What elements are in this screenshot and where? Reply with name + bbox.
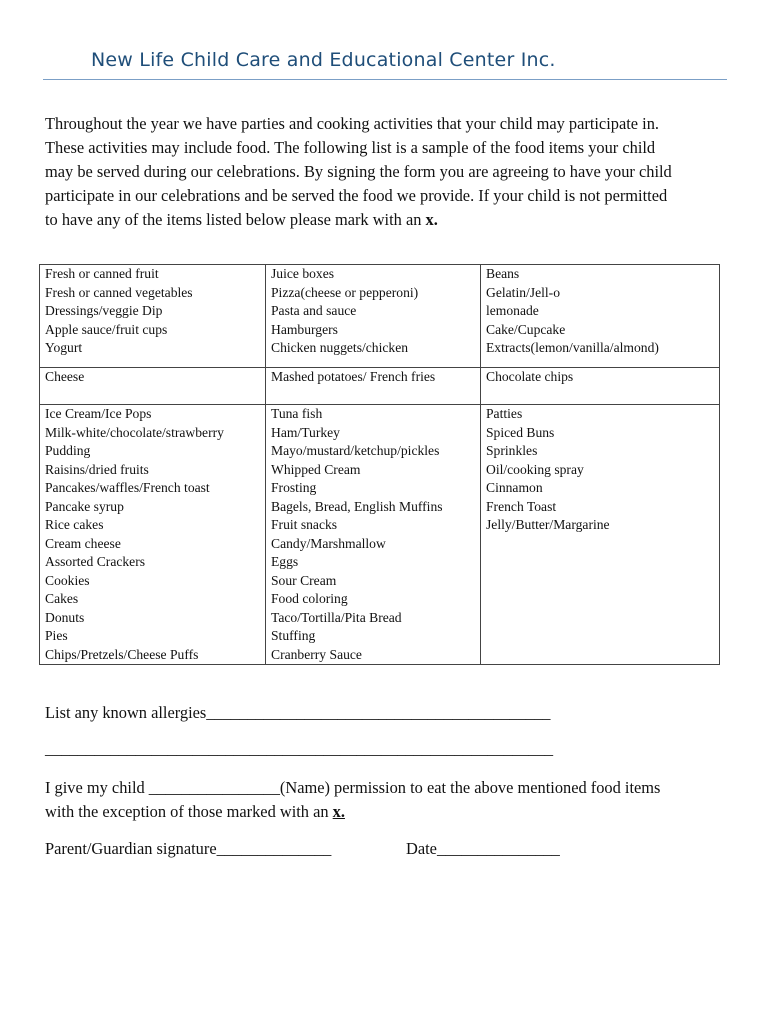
- food-item: Whipped Cream: [271, 461, 361, 477]
- food-items-table: [39, 264, 720, 665]
- food-item: Sprinkles: [486, 443, 538, 458]
- signature-field[interactable]: Parent/Guardian signature______________: [45, 839, 332, 858]
- food-cell[interactable]: [481, 368, 720, 405]
- food-item: Fresh or canned fruit: [45, 266, 159, 281]
- food-item: Juice boxes: [271, 266, 335, 281]
- intro-line: participate in our celebrations and be served the food we provide. If your child is not permitted: [45, 186, 668, 205]
- food-item: Pies: [45, 628, 68, 643]
- food-item: Eggs: [271, 554, 299, 569]
- food-item: Chips/Pretzels/Cheese Puffs: [45, 646, 199, 662]
- food-item: Hamburgers: [271, 321, 338, 337]
- food-cell[interactable]: [481, 265, 720, 368]
- permission-line[interactable]: I give my child ________________(Name) permission to eat the above mentioned food items: [45, 778, 661, 797]
- food-cell[interactable]: [266, 368, 481, 405]
- food-item: Chicken nuggets/chicken: [271, 340, 409, 355]
- food-item: Mashed potatoes/ French fries: [271, 369, 436, 384]
- food-item: Pizza(cheese or pepperoni): [271, 284, 419, 300]
- intro-line: may be served during our celebrations. By signing the form you are agreeing to have your child: [45, 162, 672, 181]
- food-cell[interactable]: [266, 405, 481, 665]
- food-cell[interactable]: [481, 405, 720, 665]
- food-item: Chocolate chips: [486, 369, 574, 384]
- food-item: Extracts(lemon/vanilla/almond): [486, 340, 659, 355]
- permission-line-2: [45, 802, 345, 822]
- food-item: Donuts: [45, 609, 85, 625]
- food-item: Fresh or canned vegetables: [45, 284, 193, 300]
- table-row: [40, 368, 720, 405]
- food-item: Cake/Cupcake: [486, 321, 566, 337]
- header-divider: [43, 79, 727, 80]
- food-cell[interactable]: [266, 265, 481, 368]
- food-item: Candy/Marshmallow: [271, 535, 386, 551]
- page-title: New Life Child Care and Educational Center Inc.: [91, 49, 556, 71]
- food-item: Cranberry Sauce: [271, 646, 362, 662]
- food-item: Spiced Buns: [486, 424, 555, 440]
- food-item: Sour Cream: [271, 572, 337, 588]
- food-item: Ice Cream/Ice Pops: [45, 406, 152, 421]
- food-item: Raisins/dried fruits: [45, 461, 149, 477]
- food-item: Cheese: [45, 369, 85, 384]
- food-item: Milk-white/chocolate/strawberry: [45, 424, 224, 440]
- food-item: Bagels, Bread, English Muffins: [271, 498, 443, 514]
- food-item: Assorted Crackers: [45, 554, 146, 569]
- intro-line: These activities may include food. The following list is a sample of the food items your child: [45, 138, 656, 157]
- food-item: Cinnamon: [486, 480, 543, 495]
- food-item: Cream cheese: [45, 535, 121, 551]
- food-cell[interactable]: [40, 405, 266, 665]
- intro-line-text: to have any of the items listed below please mark with an: [45, 210, 426, 229]
- food-item: Pancake syrup: [45, 498, 124, 514]
- food-item: lemonade: [486, 303, 539, 318]
- food-item: Gelatin/Jell-o: [486, 284, 560, 300]
- food-item: Frosting: [271, 480, 317, 495]
- intro-mark: x.: [425, 210, 438, 229]
- food-item: Yogurt: [45, 340, 83, 355]
- permission-mark: x.: [332, 802, 345, 821]
- food-item: Patties: [486, 406, 523, 421]
- food-item: Jelly/Butter/Margarine: [486, 517, 610, 532]
- food-item: Ham/Turkey: [271, 424, 340, 440]
- food-item: Mayo/mustard/ketchup/pickles: [271, 443, 440, 458]
- food-item: Food coloring: [271, 591, 348, 606]
- date-field[interactable]: Date_______________: [406, 839, 560, 858]
- food-item: Pancakes/waffles/French toast: [45, 480, 210, 495]
- food-item: Stuffing: [271, 628, 316, 643]
- food-item: Pasta and sauce: [271, 303, 357, 318]
- intro-line: Throughout the year we have parties and cooking activities that your child may participate in.: [45, 114, 659, 133]
- intro-line-last: [45, 208, 735, 232]
- food-item: Dressings/veggie Dip: [45, 303, 163, 318]
- allergies-field-line2[interactable]: ______________________________________________________________: [45, 739, 554, 758]
- food-item: Beans: [486, 266, 520, 281]
- food-cell[interactable]: [40, 368, 266, 405]
- food-cell[interactable]: [40, 265, 266, 368]
- food-item: Cookies: [45, 572, 90, 588]
- food-item: Cakes: [45, 591, 79, 606]
- food-item: Pudding: [45, 443, 91, 458]
- allergies-field[interactable]: List any known allergies__________________________________________: [45, 703, 551, 722]
- permission-text: with the exception of those marked with an: [45, 802, 333, 821]
- table-row: [40, 265, 720, 368]
- food-item: Taco/Tortilla/Pita Bread: [271, 609, 402, 625]
- intro-paragraph: [45, 112, 735, 232]
- food-item: Fruit snacks: [271, 517, 338, 532]
- food-item: Rice cakes: [45, 517, 104, 532]
- food-item: French Toast: [486, 498, 557, 514]
- food-item: Apple sauce/fruit cups: [45, 321, 168, 337]
- food-item: Tuna fish: [271, 406, 323, 421]
- food-item: Oil/cooking spray: [486, 461, 584, 477]
- table-row: [40, 405, 720, 665]
